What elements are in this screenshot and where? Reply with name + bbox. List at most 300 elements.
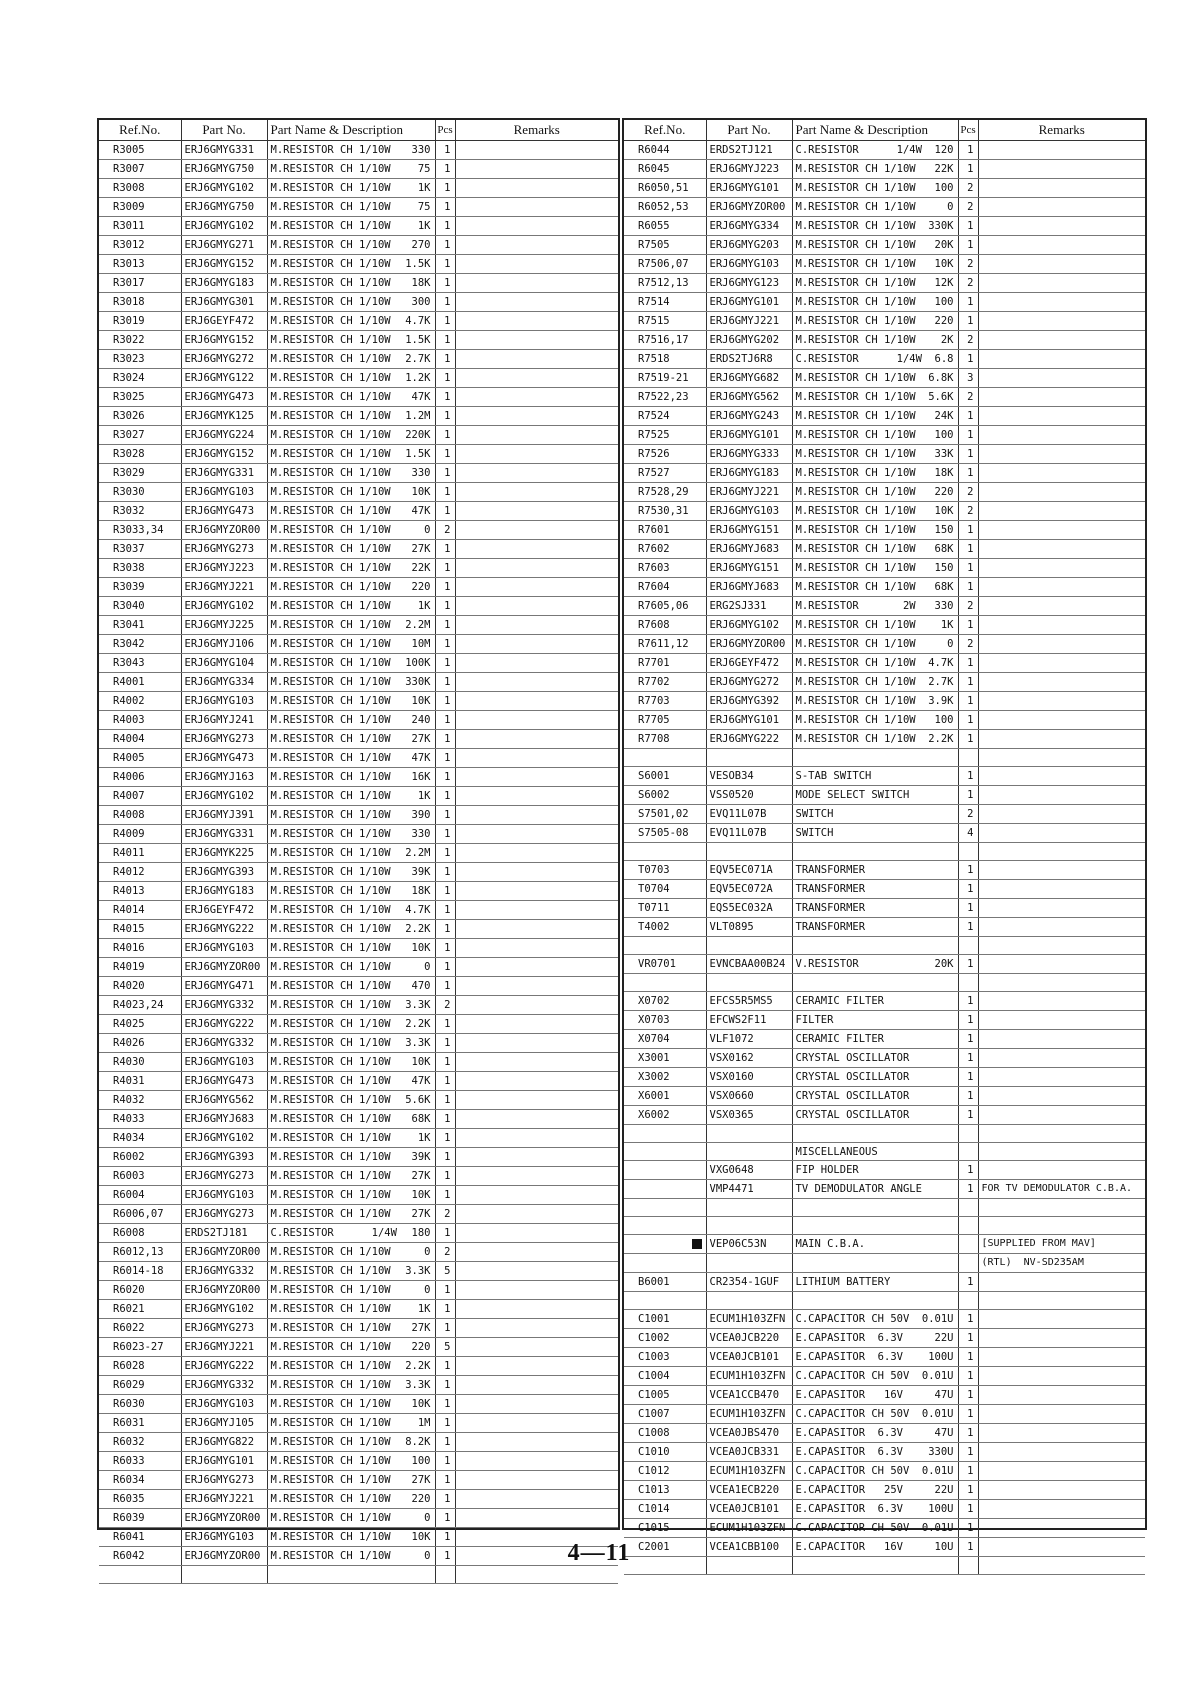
part-name: M.RESISTOR CH 1/10W [270, 809, 391, 821]
remarks-cell [978, 749, 1145, 767]
remarks-cell [978, 1386, 1145, 1405]
ref-no-cell [624, 1143, 706, 1161]
remarks-cell [455, 1091, 618, 1110]
ref-no-cell: R6014-18 [99, 1262, 181, 1281]
description-cell [267, 635, 435, 654]
part-no-cell: ERJ6GMYK225 [181, 844, 267, 863]
part-name: M.RESISTOR CH 1/10W [270, 904, 391, 916]
table-row [99, 1300, 618, 1319]
pcs-cell: 1 [958, 141, 978, 160]
description-cell [267, 1186, 435, 1205]
table-row [624, 578, 1145, 597]
table-row [99, 825, 618, 844]
table-row [99, 958, 618, 977]
part-name: M.RESISTOR CH 1/10W [270, 1246, 391, 1258]
part-name: M.RESISTOR CH 1/10W [270, 1341, 391, 1353]
table-row [624, 1329, 1145, 1348]
description-cell [267, 293, 435, 312]
table-row [99, 160, 618, 179]
pcs-cell: 2 [958, 255, 978, 274]
part-value: 10K [934, 258, 954, 270]
remarks-cell [455, 236, 618, 255]
ref-no-cell: R6033 [99, 1452, 181, 1471]
remarks-cell [978, 521, 1145, 540]
description-cell [267, 958, 435, 977]
part-no-cell: ERJ6GMYG183 [181, 882, 267, 901]
pcs-cell: 1 [435, 578, 455, 597]
description-cell [792, 974, 958, 992]
part-name: C.CAPACITOR CH 50V [795, 1313, 910, 1325]
part-no-cell: VLT0895 [706, 918, 792, 937]
description-header: Part Name & Description [267, 120, 435, 141]
table-row [624, 179, 1145, 198]
part-name: M.RESISTOR CH 1/10W [270, 1151, 391, 1163]
part-no-header: Part No. [706, 120, 792, 141]
part-name: M.RESISTOR 2W [795, 600, 916, 612]
description-cell [792, 1049, 958, 1068]
description-cell [267, 1509, 435, 1528]
pcs-cell: 1 [435, 255, 455, 274]
pcs-cell: 1 [958, 521, 978, 540]
part-name: M.RESISTOR CH 1/10W [795, 543, 916, 555]
pcs-cell: 1 [958, 1519, 978, 1538]
pcs-cell: 1 [435, 711, 455, 730]
table-row [624, 1106, 1145, 1125]
part-name: M.RESISTOR CH 1/10W [270, 1493, 391, 1505]
part-no-cell [706, 843, 792, 861]
part-no-cell: ERJ6GMYZOR00 [181, 521, 267, 540]
table-row [624, 312, 1145, 331]
pcs-cell: 1 [958, 1443, 978, 1462]
part-no-cell: ERJ6GMYG103 [181, 1053, 267, 1072]
table-row [99, 1186, 618, 1205]
description-cell [267, 1205, 435, 1224]
part-no-cell: ERJ6GMYG272 [706, 673, 792, 692]
part-no-cell: ERJ6GMYG151 [706, 521, 792, 540]
part-value: 0 [424, 524, 431, 536]
part-value: 150 [934, 524, 954, 536]
part-value: 330K [928, 220, 954, 232]
description-cell [267, 597, 435, 616]
ref-no-cell: R3038 [99, 559, 181, 578]
part-no-cell: ERJ6GMYG332 [181, 996, 267, 1015]
remarks-cell [978, 236, 1145, 255]
remarks-cell [978, 597, 1145, 616]
table-row [624, 521, 1145, 540]
remarks-cell [455, 198, 618, 217]
pcs-cell: 1 [958, 1424, 978, 1443]
part-no-cell: ERJ6GMYG224 [181, 426, 267, 445]
part-value: 24K [934, 410, 954, 422]
pcs-cell: 1 [958, 407, 978, 426]
description-cell [792, 767, 958, 786]
table-row [99, 274, 618, 293]
part-no-cell: ERJ6GMYG101 [706, 426, 792, 445]
part-no-cell: ERJ6GMYZOR00 [706, 198, 792, 217]
part-value: 330 [411, 828, 431, 840]
part-name: S-TAB SWITCH [795, 770, 872, 782]
table-row [624, 1068, 1145, 1087]
description-cell [267, 1091, 435, 1110]
part-value: 10K [411, 695, 431, 707]
remarks-cell [978, 1443, 1145, 1462]
ref-no-cell: R3040 [99, 597, 181, 616]
ref-no-cell [624, 843, 706, 861]
part-no-cell: ERJ6GMYG222 [706, 730, 792, 749]
part-name: TRANSFORMER [795, 921, 866, 933]
part-name: E.CAPASITOR 6.3V [795, 1446, 903, 1458]
pcs-cell: 1 [435, 1053, 455, 1072]
part-no-cell: ERJ6GMYG103 [181, 1186, 267, 1205]
remarks-cell [978, 388, 1145, 407]
description-cell [267, 1338, 435, 1357]
part-name: LITHIUM BATTERY [795, 1276, 891, 1288]
part-no-cell: CR2354-1GUF [706, 1273, 792, 1292]
part-no-cell: ERJ6GMYG122 [181, 369, 267, 388]
remarks-cell [978, 369, 1145, 388]
description-cell [267, 445, 435, 464]
part-name: M.RESISTOR CH 1/10W [795, 676, 916, 688]
description-cell [267, 673, 435, 692]
remarks-cell [978, 293, 1145, 312]
table-row [99, 844, 618, 863]
ref-no-cell: R7530,31 [624, 502, 706, 521]
description-cell [792, 217, 958, 236]
part-name: M.RESISTOR CH 1/10W [270, 752, 391, 764]
part-no-cell: ECUM1H103ZFN [706, 1367, 792, 1386]
ref-no-cell: R4002 [99, 692, 181, 711]
description-cell [267, 426, 435, 445]
ref-no-cell: S7505-08 [624, 824, 706, 843]
pcs-cell: 1 [958, 1500, 978, 1519]
remarks-cell [978, 1500, 1145, 1519]
pcs-cell: 1 [958, 1068, 978, 1087]
description-cell [267, 1452, 435, 1471]
part-no-cell: ERJ6GMYG243 [706, 407, 792, 426]
pcs-cell: 1 [435, 559, 455, 578]
pcs-cell: 1 [435, 1034, 455, 1053]
table-row [99, 635, 618, 654]
remarks-cell [978, 255, 1145, 274]
pcs-cell: 1 [958, 1161, 978, 1180]
part-name: M.RESISTOR CH 1/10W [795, 182, 916, 194]
table-row [624, 350, 1145, 369]
pcs-cell: 5 [435, 1338, 455, 1357]
remarks-cell [455, 141, 618, 160]
ref-no-cell: R6023-27 [99, 1338, 181, 1357]
part-name: E.CAPASITOR 6.3V [795, 1351, 903, 1363]
description-cell [792, 559, 958, 578]
ref-no-cell: R6006,07 [99, 1205, 181, 1224]
table-row [99, 1072, 618, 1091]
table-row [99, 1357, 618, 1376]
ref-no-cell: R7708 [624, 730, 706, 749]
ref-no-cell: R3023 [99, 350, 181, 369]
table-row [99, 787, 618, 806]
description-cell [792, 236, 958, 255]
pcs-cell: 1 [435, 1414, 455, 1433]
pcs-cell: 1 [958, 559, 978, 578]
pcs-cell: 1 [435, 274, 455, 293]
remarks-cell [978, 502, 1145, 521]
description-cell [792, 1292, 958, 1310]
description-cell [792, 635, 958, 654]
pcs-cell: 2 [958, 635, 978, 654]
remarks-cell [455, 901, 618, 920]
pcs-cell: 1 [435, 768, 455, 787]
part-name: MAIN C.B.A. [795, 1238, 866, 1250]
table-row [624, 597, 1145, 616]
part-name: M.RESISTOR CH 1/10W [270, 220, 391, 232]
table-row [99, 1509, 618, 1528]
description-cell [792, 1235, 958, 1254]
pcs-cell: 1 [435, 426, 455, 445]
description-cell [792, 540, 958, 559]
description-cell [267, 1395, 435, 1414]
part-value: 470 [411, 980, 431, 992]
remarks-cell [455, 502, 618, 521]
remarks-cell [978, 198, 1145, 217]
part-name: M.RESISTOR CH 1/10W [270, 1113, 391, 1125]
pcs-cell: 1 [435, 863, 455, 882]
remarks-cell [978, 1329, 1145, 1348]
pcs-cell: 1 [435, 673, 455, 692]
part-value: 22K [411, 562, 431, 574]
remarks-cell [978, 1424, 1145, 1443]
remarks-cell [978, 1068, 1145, 1087]
table-row [99, 1414, 618, 1433]
ref-no-cell: R4009 [99, 825, 181, 844]
table-row [624, 388, 1145, 407]
description-cell [267, 749, 435, 768]
table-row [624, 1348, 1145, 1367]
pcs-cell: 1 [435, 806, 455, 825]
part-no-cell: ERJ6GMYZOR00 [181, 1509, 267, 1528]
part-no-cell: ERJ6GMYG682 [706, 369, 792, 388]
description-cell [792, 160, 958, 179]
table-row [99, 1395, 618, 1414]
remarks-cell [455, 483, 618, 502]
remarks-cell [978, 805, 1145, 824]
part-name: M.RESISTOR CH 1/10W [270, 296, 391, 308]
part-no-cell: ERJ6GMYG104 [181, 654, 267, 673]
pcs-cell [958, 1254, 978, 1273]
remarks-cell [978, 1217, 1145, 1235]
ref-no-cell: R3012 [99, 236, 181, 255]
part-no-cell: ERJ6GMYG103 [181, 692, 267, 711]
part-value: 10K [411, 1531, 431, 1543]
table-row [99, 445, 618, 464]
part-name: M.RESISTOR CH 1/10W [270, 505, 391, 517]
part-value: 0 [424, 1284, 431, 1296]
part-value: 27K [411, 543, 431, 555]
table-row [624, 1199, 1145, 1217]
part-no-cell: EVQ11L07B [706, 805, 792, 824]
part-no-cell: VSX0162 [706, 1049, 792, 1068]
table-row [99, 692, 618, 711]
table-row [624, 1481, 1145, 1500]
remarks-cell [455, 996, 618, 1015]
description-cell [792, 1500, 958, 1519]
pcs-cell: 1 [958, 350, 978, 369]
part-value: 330 [411, 467, 431, 479]
description-cell [792, 861, 958, 880]
description-cell [267, 1110, 435, 1129]
part-name: CERAMIC FILTER [795, 995, 885, 1007]
part-name: M.RESISTOR CH 1/10W [270, 581, 391, 593]
table-row [99, 1376, 618, 1395]
pcs-cell: 1 [958, 861, 978, 880]
part-value: 1.5K [405, 334, 431, 346]
description-cell [792, 730, 958, 749]
description-cell [267, 1262, 435, 1281]
description-cell [792, 597, 958, 616]
pcs-cell: 1 [435, 844, 455, 863]
ref-no-cell: C1007 [624, 1405, 706, 1424]
part-no-cell: VSX0365 [706, 1106, 792, 1125]
part-name: M.RESISTOR CH 1/10W [795, 201, 916, 213]
description-cell [792, 692, 958, 711]
table-row [99, 521, 618, 540]
ref-no-cell: R7519-21 [624, 369, 706, 388]
description-cell [267, 730, 435, 749]
table-row [99, 1205, 618, 1224]
pcs-cell: 1 [435, 730, 455, 749]
ref-no-cell: R3041 [99, 616, 181, 635]
pcs-cell: 1 [958, 426, 978, 445]
pcs-cell: 1 [435, 179, 455, 198]
part-value: 12K [934, 277, 954, 289]
part-no-cell: ERDS2TJ6R8 [706, 350, 792, 369]
part-value: 5.6K [405, 1094, 431, 1106]
description-cell [267, 502, 435, 521]
part-name: FILTER [795, 1014, 834, 1026]
ref-no-cell: R4011 [99, 844, 181, 863]
part-name: M.RESISTOR CH 1/10W [270, 1094, 391, 1106]
part-no-cell: ERJ6GMYG272 [181, 350, 267, 369]
ref-no-cell: R7603 [624, 559, 706, 578]
part-name: M.RESISTOR CH 1/10W [795, 448, 916, 460]
description-cell [792, 1367, 958, 1386]
part-value: 22U [934, 1332, 954, 1344]
description-cell [792, 502, 958, 521]
pcs-cell: 1 [435, 1376, 455, 1395]
ref-no-cell: R4015 [99, 920, 181, 939]
ref-no-cell: R4023,24 [99, 996, 181, 1015]
ref-no-cell: C1003 [624, 1348, 706, 1367]
part-name: E.CAPASITOR 6.3V [795, 1427, 903, 1439]
description-cell [792, 1405, 958, 1424]
part-name: E.CAPACITOR 16V [795, 1541, 903, 1553]
part-no-cell: ERJ6GMYG151 [706, 559, 792, 578]
ref-no-cell: R4008 [99, 806, 181, 825]
part-no-cell: ERJ6GMYG101 [706, 711, 792, 730]
description-cell [792, 805, 958, 824]
part-name: FIP HOLDER [795, 1164, 859, 1176]
part-value: 300 [411, 296, 431, 308]
part-value: 0.01U [921, 1370, 954, 1382]
part-no-cell: ERJ6GEYF472 [181, 901, 267, 920]
part-value: 100 [934, 714, 954, 726]
pcs-cell: 1 [958, 730, 978, 749]
part-value: 5.6K [928, 391, 954, 403]
part-name: M.RESISTOR CH 1/10W [270, 1379, 391, 1391]
part-no-cell: ERJ6GMYG393 [181, 863, 267, 882]
remarks-cell [455, 1015, 618, 1034]
part-value: 1.2K [405, 372, 431, 384]
pcs-cell: 1 [435, 217, 455, 236]
pcs-cell: 1 [958, 1310, 978, 1329]
pcs-cell: 4 [958, 824, 978, 843]
remarks-cell: [SUPPLIED FROM MAV] [978, 1235, 1145, 1254]
description-cell [792, 445, 958, 464]
part-name: CRYSTAL OSCILLATOR [795, 1071, 910, 1083]
table-row [624, 369, 1145, 388]
part-name: M.RESISTOR CH 1/10W [795, 486, 916, 498]
remarks-cell [455, 274, 618, 293]
description-cell [792, 179, 958, 198]
table-row [624, 274, 1145, 293]
part-no-cell [706, 1217, 792, 1235]
part-name: C.CAPACITOR CH 50V [795, 1522, 910, 1534]
remarks-cell [978, 1030, 1145, 1049]
description-cell [267, 1433, 435, 1452]
part-value: 330 [934, 600, 954, 612]
description-cell [792, 1143, 958, 1161]
table-row [624, 1367, 1145, 1386]
table-row [624, 786, 1145, 805]
part-no-cell: EVQ11L07B [706, 824, 792, 843]
description-cell [267, 711, 435, 730]
pcs-cell: 1 [958, 312, 978, 331]
table-row [99, 236, 618, 255]
ref-no-cell: R7601 [624, 521, 706, 540]
description-cell [267, 1224, 435, 1243]
description-cell [792, 1443, 958, 1462]
description-cell [792, 1273, 958, 1292]
pcs-cell: 1 [958, 236, 978, 255]
ref-no-cell: R7515 [624, 312, 706, 331]
description-cell [267, 160, 435, 179]
part-name: M.RESISTOR CH 1/10W [795, 638, 916, 650]
remarks-cell [455, 464, 618, 483]
ref-no-cell [624, 937, 706, 955]
part-name: M.RESISTOR CH 1/10W [270, 638, 391, 650]
empty-cell [99, 1566, 181, 1584]
part-value: 27K [411, 1322, 431, 1334]
ref-no-cell: R4025 [99, 1015, 181, 1034]
table-row [99, 863, 618, 882]
remarks-cell [455, 1243, 618, 1262]
pcs-cell: 1 [435, 1471, 455, 1490]
part-name: M.RESISTOR CH 1/10W [270, 1436, 391, 1448]
header-row [624, 120, 1145, 141]
table-row [99, 1471, 618, 1490]
ref-no-cell: R7525 [624, 426, 706, 445]
ref-no-cell: R3029 [99, 464, 181, 483]
ref-no-cell: R6052,53 [624, 198, 706, 217]
ref-no-cell: X0703 [624, 1011, 706, 1030]
table-row [624, 445, 1145, 464]
ref-no-cell: R7527 [624, 464, 706, 483]
remarks-cell [978, 407, 1145, 426]
table-row [624, 805, 1145, 824]
part-value: 39K [411, 1151, 431, 1163]
description-cell [267, 1167, 435, 1186]
part-no-cell: ECUM1H103ZFN [706, 1310, 792, 1329]
pcs-cell: 1 [435, 141, 455, 160]
description-cell [267, 331, 435, 350]
